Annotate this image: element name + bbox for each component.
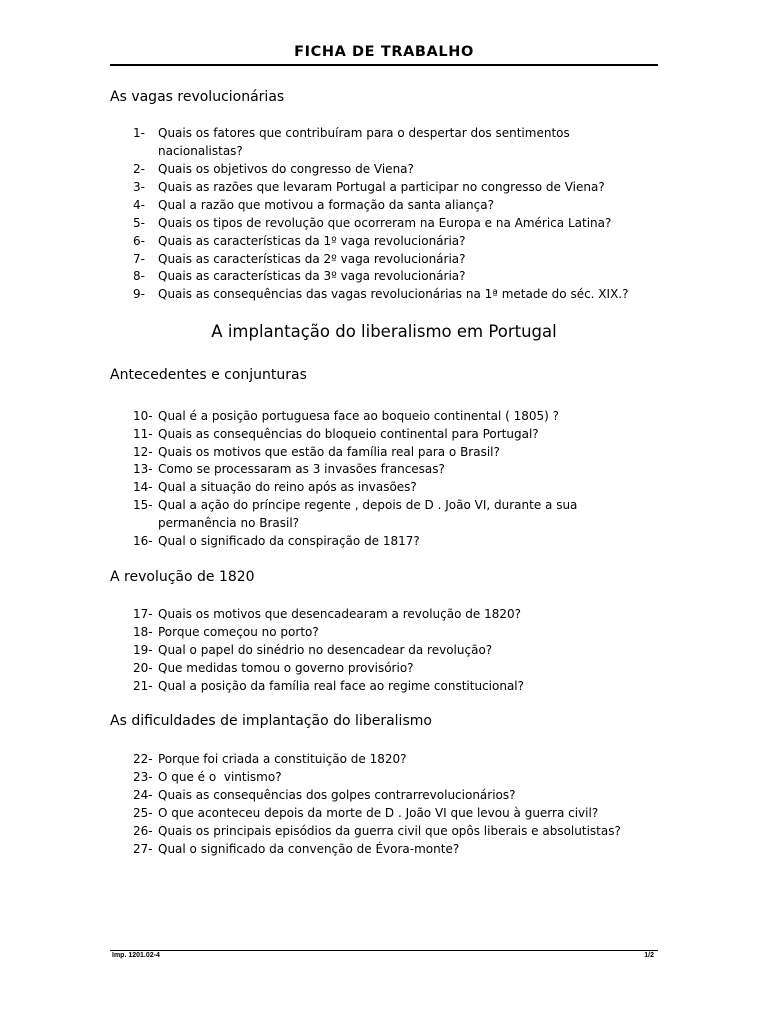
question-number: 12- [133, 445, 153, 459]
section-heading-dificuldades: As dificuldades de implantação do liberalismo [110, 713, 432, 729]
question-text: Quais as características da 1º vaga revolucionária? [158, 234, 466, 248]
question-text: Qual o significado da convenção de Évora-monte? [158, 842, 460, 856]
question-text: O que é o vintismo? [158, 770, 282, 784]
main-heading: A implantação do liberalismo em Portugal [211, 322, 557, 341]
question-number: 20- [133, 661, 153, 675]
question-number: 9- [133, 287, 145, 301]
question-number: 4- [133, 198, 145, 212]
question-text-continued: permanência no Brasil? [158, 516, 300, 530]
footer-page-number: 1/2 [644, 952, 654, 959]
section-heading-antecedentes: Antecedentes e conjunturas [110, 367, 307, 383]
question-text: Quais as características da 2º vaga revolucionária? [158, 252, 466, 266]
footer-form-code: Imp. 1201.02-4 [112, 952, 160, 959]
question-text: Quais as razões que levaram Portugal a participar no congresso de Viena? [158, 180, 605, 194]
question-number: 10- [133, 409, 153, 423]
question-number: 3- [133, 180, 145, 194]
question-text: O que aconteceu depois da morte de D . João VI que levou à guerra civil? [158, 806, 599, 820]
question-number: 16- [133, 534, 153, 548]
title-rule [110, 64, 658, 66]
question-number: 23- [133, 770, 153, 784]
question-text: Qual o significado da conspiração de 1817? [158, 534, 420, 548]
question-number: 21- [133, 679, 153, 693]
section-heading-vagas: As vagas revolucionárias [110, 89, 285, 105]
question-text-continued: nacionalistas? [158, 144, 243, 158]
page-title: FICHA DE TRABALHO [294, 44, 474, 60]
question-text: Qual a situação do reino após as invasões? [158, 480, 417, 494]
question-text: Qual a ação do príncipe regente , depois de D . João VI, durante a sua [158, 498, 578, 512]
question-text: Quais os principais episódios da guerra civil que opôs liberais e absolutistas? [158, 824, 621, 838]
question-number: 13- [133, 462, 153, 476]
question-text: Porque foi criada a constituição de 1820? [158, 752, 407, 766]
question-number: 11- [133, 427, 153, 441]
question-text: Como se processaram as 3 invasões francesas? [158, 462, 445, 476]
question-number: 25- [133, 806, 153, 820]
question-number: 8- [133, 269, 145, 283]
question-text: Que medidas tomou o governo provisório? [158, 661, 414, 675]
question-number: 22- [133, 752, 153, 766]
question-text: Qual é a posição portuguesa face ao boqueio continental ( 1805) ? [158, 409, 560, 423]
question-number: 27- [133, 842, 153, 856]
footer-rule [110, 950, 658, 951]
question-number: 26- [133, 824, 153, 838]
question-text: Quais os motivos que estão da família real para o Brasil? [158, 445, 500, 459]
question-text: Quais as características da 3º vaga revolucionária? [158, 269, 466, 283]
question-text: Qual a posição da família real face ao regime constitucional? [158, 679, 525, 693]
question-number: 18- [133, 625, 153, 639]
question-text: Quais as consequências das vagas revolucionárias na 1ª metade do séc. XIX.? [158, 287, 629, 301]
question-text: Quais as consequências dos golpes contrarrevolucionários? [158, 788, 516, 802]
question-number: 5- [133, 216, 145, 230]
question-text: Quais os fatores que contribuíram para o despertar dos sentimentos [158, 126, 570, 140]
question-number: 19- [133, 643, 153, 657]
question-text: Porque começou no porto? [158, 625, 319, 639]
question-text: Quais os motivos que desencadearam a revolução de 1820? [158, 607, 521, 621]
question-text: Quais os tipos de revolução que ocorreram na Europa e na América Latina? [158, 216, 612, 230]
question-number: 17- [133, 607, 153, 621]
question-number: 6- [133, 234, 145, 248]
question-number: 1- [133, 126, 145, 140]
question-text: Qual a razão que motivou a formação da santa aliança? [158, 198, 494, 212]
question-number: 15- [133, 498, 153, 512]
question-text: Quais os objetivos do congresso de Viena? [158, 162, 414, 176]
question-text: Qual o papel do sinédrio no desencadear da revolução? [158, 643, 493, 657]
question-number: 24- [133, 788, 153, 802]
question-text: Quais as consequências do bloqueio continental para Portugal? [158, 427, 539, 441]
question-number: 7- [133, 252, 145, 266]
question-number: 2- [133, 162, 145, 176]
question-number: 14- [133, 480, 153, 494]
section-heading-revolucao: A revolução de 1820 [110, 569, 255, 585]
